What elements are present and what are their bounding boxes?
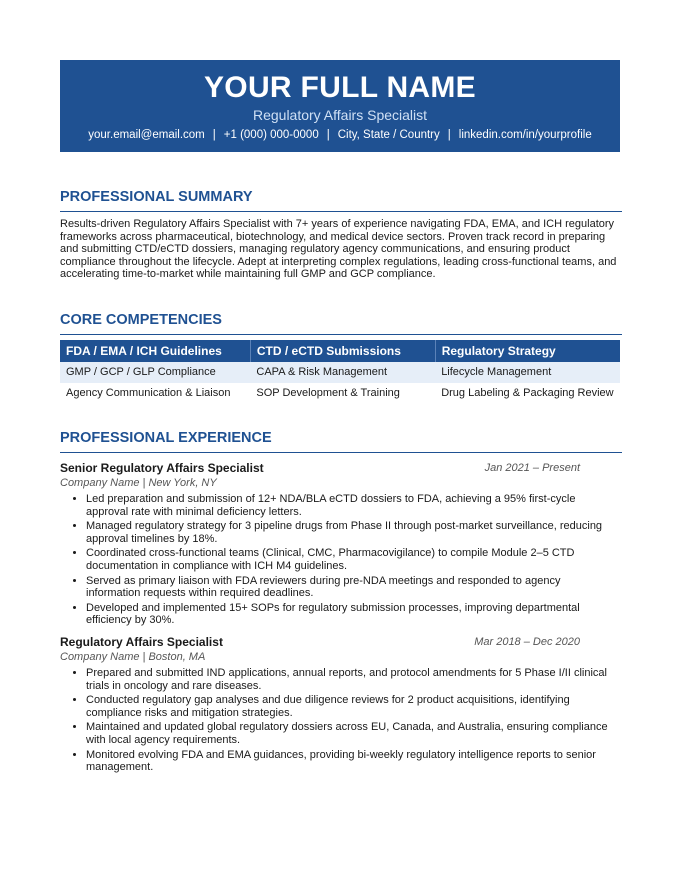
resume-header [60, 60, 620, 152]
table-row [60, 362, 620, 383]
competencies-section [60, 311, 622, 404]
job-title: Regulatory Affairs Specialist [252, 107, 428, 123]
list-item: • Maintained and updated global regulatory dossiers across EU, Canada, and Australia, ensuring compliance with local agency requirements. [86, 721, 616, 746]
list-item: • Managed regulatory strategy for 3 pipeline drugs from Phase II through post-market surveillance, reducing approval timelines by 18%. [86, 520, 616, 545]
summary-text: Results-driven Regulatory Affairs Specialist with 7+ years of experience navigating FDA, EMA, and ICH regulatory frameworks across pharmaceutical, biotechnology, and medical device sectors. Proven track record in preparing and submitting CTD/eCTD dossiers, managing regulatory agency communications, and ensuring product compliance throughout the lifecycle. Adept at interpreting complex regulations, leading cross-functional teams, and accelerating time-to-market while maintaining full GMP and GCP compliance. [60, 218, 617, 281]
email: your.email@email.com [88, 129, 205, 141]
competency-cell: CAPA & Risk Management [250, 362, 435, 383]
job-dates: Mar 2018 – Dec 2020 [474, 635, 580, 648]
full-name: YOUR FULL NAME [204, 71, 476, 104]
competency-column-header: Regulatory Strategy [435, 340, 620, 362]
list-item: • Developed and implemented 15+ SOPs for regulatory submission processes, improving departmental efficiency by 30%. [86, 602, 616, 627]
competency-cell: Agency Communication & Liaison [66, 387, 231, 399]
list-item: • Monitored evolving FDA and EMA guidances, providing bi-weekly regulatory intelligence reports to senior management. [86, 749, 616, 774]
competencies-heading: CORE COMPETENCIES [60, 311, 622, 335]
competencies-table [60, 340, 620, 404]
job-title: Senior Regulatory Affairs Specialist [60, 461, 264, 475]
summary-heading: PROFESSIONAL SUMMARY [60, 188, 622, 212]
job-dates: Jan 2021 – Present [484, 462, 580, 474]
job-bullets [60, 493, 616, 627]
company-location: Company Name | Boston, MA [60, 650, 206, 663]
separator: | [447, 129, 451, 141]
job-entry [60, 635, 622, 774]
list-item: • Served as primary liaison with FDA reviewers during pre-NDA meetings and responded to agency information requests within required deadlines. [86, 575, 616, 600]
contact-line [60, 128, 620, 143]
summary-section [60, 188, 622, 281]
competencies-header-row [60, 340, 620, 362]
competency-cell: GMP / GCP / GLP Compliance [60, 362, 250, 383]
separator: | [326, 129, 330, 141]
experience-heading: PROFESSIONAL EXPERIENCE [60, 429, 622, 453]
competency-column-header: CTD / eCTD Submissions [250, 340, 435, 362]
list-item: • Conducted regulatory gap analyses and due diligence reviews for 2 product acquisitions, identifying compliance risks and mitigation strategies. [86, 694, 616, 719]
table-row [60, 383, 620, 404]
competency-cell: Drug Labeling & Packaging Review [441, 387, 614, 399]
location: City, State / Country [337, 129, 440, 141]
phone: +1 (000) 000-0000 [223, 129, 319, 141]
experience-section [60, 429, 622, 776]
job-bullets [60, 667, 616, 774]
list-item: • Prepared and submitted IND applications, annual reports, and protocol amendments for 5 Phase I/II clinical trials in oncology and rare diseases. [86, 667, 616, 692]
list-item: • Coordinated cross-functional teams (Clinical, CMC, Pharmacovigilance) to compile Module 2–5 CTD documentation in compliance with ICH M4 guidelines. [86, 547, 616, 572]
competency-cell: SOP Development & Training [256, 387, 400, 399]
job-header [60, 635, 580, 650]
list-item: • Led preparation and submission of 12+ NDA/BLA eCTD dossiers to FDA, achieving a 95% first-cycle approval rate with minimal deficiency letters. [86, 493, 616, 518]
job-header [60, 461, 580, 476]
separator: | [212, 129, 216, 141]
job-title: Regulatory Affairs Specialist [60, 634, 223, 649]
company-location: Company Name | New York, NY [60, 477, 217, 489]
linkedin: linkedin.com/in/yourprofile [458, 129, 592, 141]
job-entry [60, 461, 622, 627]
competency-cell: Lifecycle Management [435, 362, 620, 383]
competency-column-header: FDA / EMA / ICH Guidelines [60, 340, 250, 362]
